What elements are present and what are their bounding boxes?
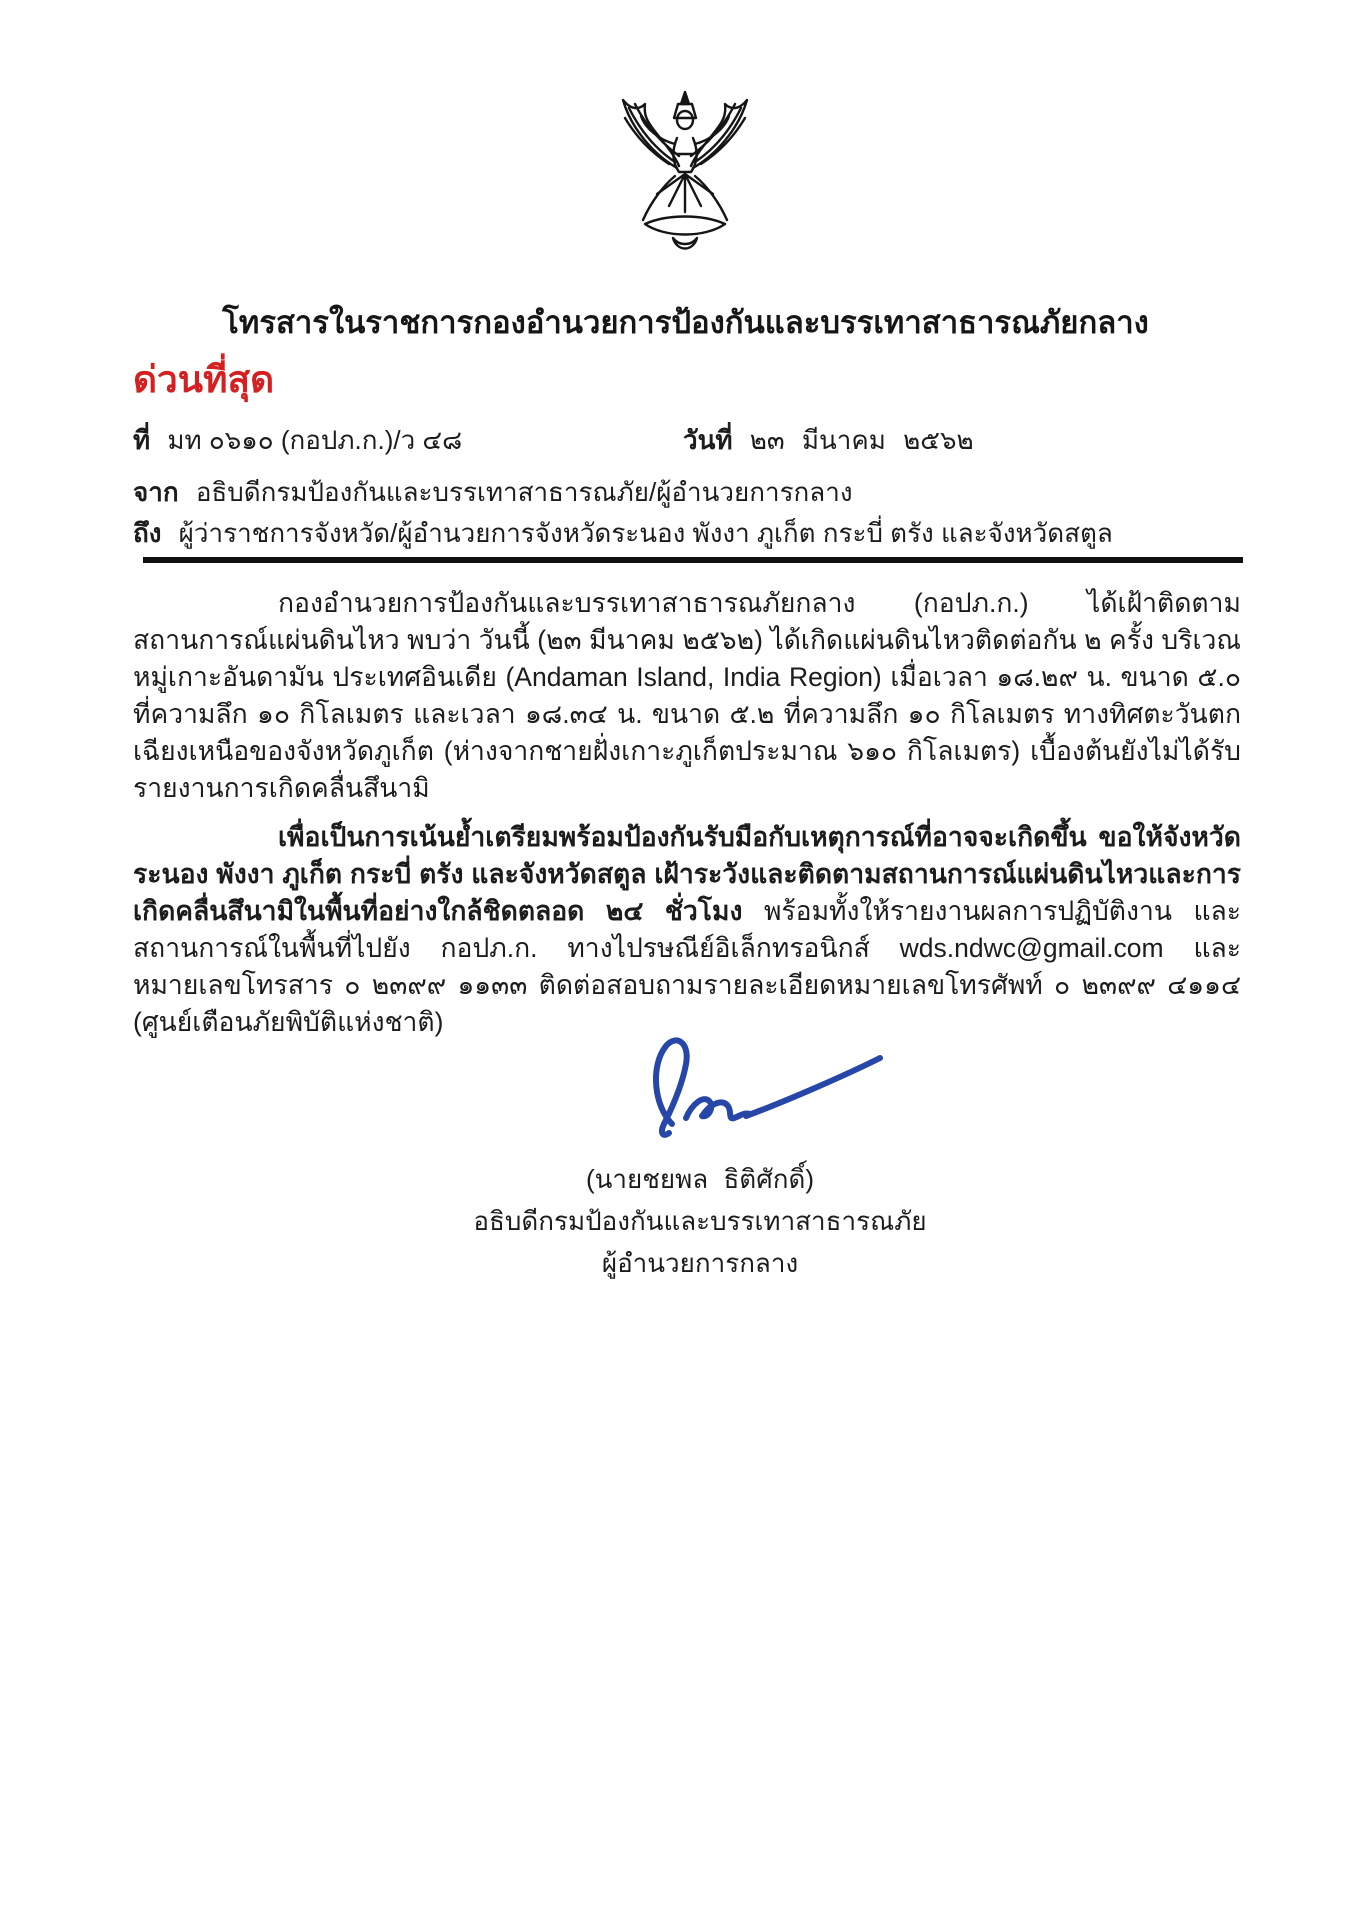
- document-title: โทรสารในราชการกองอำนวยการป้องกันและบรรเทาสาธารณภัยกลาง: [222, 305, 1149, 340]
- body-paragraph-2-bold: เพื่อเป็นการเน้นย้ำเตรียมพร้อมป้องกันรับมือกับเหตุการณ์ที่อาจจะเกิดขึ้น ขอให้จังหวัดระนอง พังงา ภูเก็ต กระบี่ ตรัง และจังหวัดสตูล เฝ้าระวังและติดตามสถานการณ์แผ่นดินไหวและการเกิดคลื่นสึนามิในพื้นที่อย่างใกล้ชิดตลอด ๒๔ ชั่วโมง: [133, 822, 1241, 926]
- garuda-emblem-icon: [585, 88, 785, 260]
- ref-value: มท ๐๖๑๐ (กอปภ.ก.)/ว ๔๘: [167, 425, 463, 455]
- from-row: [133, 472, 1243, 513]
- reference-row: [133, 420, 1243, 461]
- signer-name: (นายชยพล ธิติศักดิ์): [586, 1164, 814, 1194]
- urgency-stamp: ด่วนที่สุด: [133, 359, 275, 400]
- letter-body: [133, 585, 1241, 1041]
- header-divider: [143, 557, 1243, 563]
- body-paragraph-1: กองอำนวยการป้องกันและบรรเทาสาธารณภัยกลาง (กอปภ.ก.) ได้เฝ้าติดตามสถานการณ์แผ่นดินไหว พบว่า วันนี้ (๒๓ มีนาคม ๒๕๖๒) ได้เกิดแผ่นดินไหวติดต่อกัน ๒ ครั้ง บริเวณหมู่เกาะอันดามัน ประเทศอินเดีย (Andaman Island, India Region) เมื่อเวลา ๑๘.๒๙ น. ขนาด ๕.๐ ที่ความลึก ๑๐ กิโลเมตร และเวลา ๑๘.๓๔ น. ขนาด ๕.๒ ที่ความลึก ๑๐ กิโลเมตร ทางทิศตะวันตกเฉียงเหนือของจังหวัดภูเก็ต (ห่างจากชายฝั่งเกาะภูเก็ตประมาณ ๖๑๐ กิโลเมตร) เบื้องต้นยังไม่ได้รับรายงานการเกิดคลื่นสึนามิ: [133, 588, 1241, 803]
- from-label: จาก: [133, 477, 179, 507]
- to-value: ผู้ว่าราชการจังหวัด/ผู้อำนวยการจังหวัดระนอง พังงา ภูเก็ต กระบี่ ตรัง และจังหวัดสตูล: [178, 518, 1113, 548]
- signer-position-1: อธิบดีกรมป้องกันและบรรเทาสาธารณภัย: [473, 1206, 927, 1236]
- date-value: ๒๓ มีนาคม ๒๕๖๒: [749, 425, 974, 455]
- handwritten-signature-icon: [632, 1030, 894, 1148]
- to-label: ถึง: [133, 518, 162, 548]
- ref-label: ที่: [133, 425, 151, 455]
- date-label: วันที่: [683, 425, 733, 455]
- body-paragraph-2-regular: พร้อมทั้งให้รายงานผลการปฏิบัติงาน และสถานการณ์ในพื้นที่ไปยัง กอปภ.ก. ทางไปรษณีย์อิเล็กทรอนิกส์ wds.ndwc@gmail.com และหมายเลขโทรสาร ๐ ๒๓๙๙ ๑๑๓๓ ติดต่อสอบถามรายละเอียดหมายเลขโทรศัพท์ ๐ ๒๓๙๙ ๔๑๑๔ (ศูนย์เตือนภัยพิบัติแห่งชาติ): [133, 896, 1242, 1037]
- to-row: [133, 513, 1243, 554]
- signer-block: [390, 1158, 1010, 1284]
- body-paragraph-2: [133, 819, 1241, 1041]
- from-value: อธิบดีกรมป้องกันและบรรเทาสาธารณภัย/ผู้อำนวยการกลาง: [195, 477, 853, 507]
- signer-position-2: ผู้อำนวยการกลาง: [601, 1248, 799, 1278]
- date-group: [683, 420, 974, 461]
